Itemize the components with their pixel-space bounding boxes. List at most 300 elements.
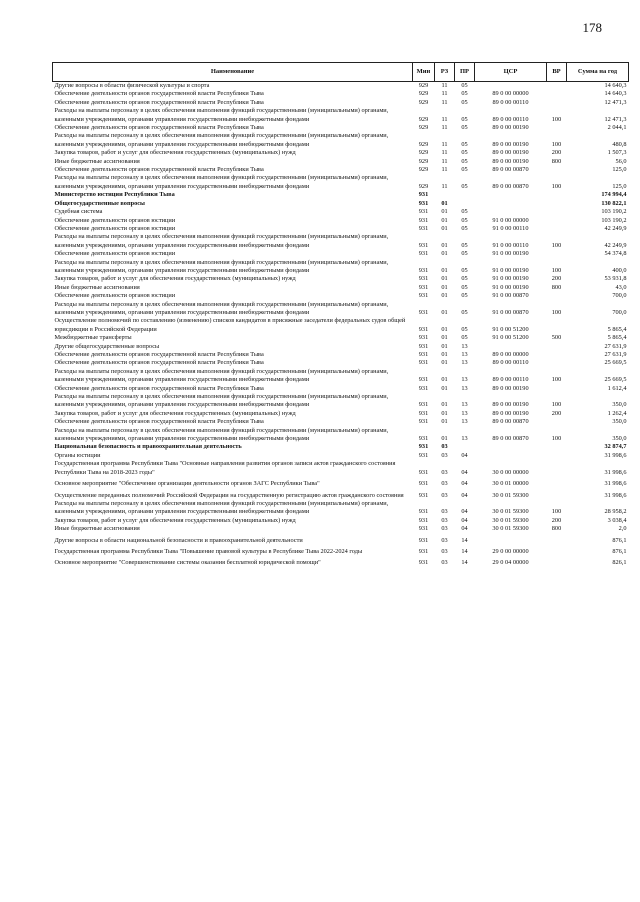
row-csr: 89 0 00 00110 xyxy=(492,98,529,106)
table-row xyxy=(53,359,629,367)
table-row xyxy=(53,284,629,292)
row-name: Расходы на выплаты персоналу в целях обеспечения выполнения функций государственными (муниципальными) органами, казенными учреждениями, органами управления государственными внебюджетными фондами xyxy=(54,499,389,516)
row-rz: 01 xyxy=(441,409,448,417)
table-row xyxy=(53,200,629,208)
row-sum: 43,0 xyxy=(615,283,627,291)
table-row xyxy=(53,166,629,174)
row-vr xyxy=(547,534,567,545)
header-csr: ЦСР xyxy=(475,63,547,82)
row-name: Обеспечение деятельности органов государственной власти Республики Тыва xyxy=(54,351,264,358)
table-row xyxy=(53,317,629,334)
row-min: 931 xyxy=(418,191,429,199)
row-name: Закупка товаров, работ и услуг для обеспечения государственных (муниципальных) нужд xyxy=(54,275,296,283)
row-name: Обеспечение деятельности органов государственной власти Республики Тыва xyxy=(54,166,264,174)
row-sum: 400,0 xyxy=(612,266,627,274)
row-name: Обеспечение деятельности органов государственной власти Республики Тыва xyxy=(54,418,264,426)
row-min: 929 xyxy=(418,115,429,123)
table-row xyxy=(53,500,629,517)
row-rz: 11 xyxy=(441,166,448,174)
row-rz: 01 xyxy=(441,334,448,342)
row-csr: 30 0 01 59300 xyxy=(492,491,529,499)
row-rz: 03 xyxy=(441,443,448,451)
row-rz: 01 xyxy=(441,208,448,216)
row-pr: 04 xyxy=(461,525,468,533)
row-pr: 13 xyxy=(461,351,468,358)
row-min: 931 xyxy=(418,241,429,249)
row-vr: 100 xyxy=(551,241,562,249)
row-rz: 03 xyxy=(441,525,448,533)
row-rz: 11 xyxy=(441,115,448,123)
row-csr xyxy=(475,208,547,216)
row-min: 931 xyxy=(418,480,429,488)
row-sum: 174 994,4 xyxy=(601,191,627,199)
row-name: Обеспечение деятельности органов юстиции xyxy=(54,216,176,224)
row-rz: 01 xyxy=(441,418,448,426)
row-min: 931 xyxy=(418,547,429,555)
row-pr: 05 xyxy=(461,149,468,157)
row-rz: 01 xyxy=(441,241,448,249)
row-rz: 03 xyxy=(441,451,448,459)
row-pr: 04 xyxy=(461,468,468,476)
row-min: 931 xyxy=(418,418,429,426)
row-csr: 29 0 00 00000 xyxy=(492,547,529,555)
row-name: Иные бюджетные ассигнования xyxy=(54,283,140,291)
table-row xyxy=(53,217,629,225)
row-pr: 05 xyxy=(461,224,468,232)
row-vr xyxy=(547,477,567,488)
row-rz: 11 xyxy=(441,98,448,106)
row-name: Межбюджетные трансферты xyxy=(54,334,132,342)
row-sum: 876,1 xyxy=(612,547,627,555)
row-rz: 01 xyxy=(441,359,448,367)
row-pr: 05 xyxy=(461,166,468,174)
row-csr: 29 0 04 00000 xyxy=(492,559,529,567)
row-min: 931 xyxy=(418,275,429,283)
row-pr: 04 xyxy=(461,480,468,488)
table-row xyxy=(53,525,629,533)
row-csr: 91 0 00 00190 xyxy=(492,250,529,258)
row-name: Органы юстиции xyxy=(54,451,101,459)
row-csr: 89 0 00 00190 xyxy=(492,157,529,165)
header-vr: ВР xyxy=(547,63,567,82)
table-row xyxy=(53,452,629,460)
row-sum: 1 262,4 xyxy=(607,409,627,417)
row-sum: 130 822,1 xyxy=(601,199,627,207)
table-row xyxy=(53,208,629,216)
row-pr: 13 xyxy=(461,376,468,384)
row-sum: 700,0 xyxy=(612,292,627,300)
row-vr xyxy=(547,292,567,300)
row-min: 929 xyxy=(418,182,429,190)
row-csr: 91 0 00 00870 xyxy=(492,292,529,300)
row-name: Общегосударственные вопросы xyxy=(54,199,145,207)
row-pr: 05 xyxy=(461,275,468,283)
row-sum: 25 669,5 xyxy=(604,376,627,384)
row-min: 931 xyxy=(418,384,429,392)
row-rz: 01 xyxy=(441,401,448,409)
row-csr: 89 0 00 00000 xyxy=(492,351,529,358)
row-pr: 05 xyxy=(461,140,468,148)
row-csr: 91 0 00 00190 xyxy=(492,266,529,274)
row-sum: 2 044,1 xyxy=(607,124,627,132)
row-vr: 200 xyxy=(551,516,562,524)
row-rz xyxy=(435,191,455,199)
row-csr: 91 0 00 00110 xyxy=(492,241,529,249)
row-sum: 14 640,3 xyxy=(604,82,627,89)
row-csr xyxy=(475,343,547,351)
row-vr: 100 xyxy=(551,508,562,516)
row-name: Обеспечение деятельности органов юстиции xyxy=(54,224,176,232)
budget-table xyxy=(52,62,629,568)
row-sum: 42 249,9 xyxy=(604,224,627,232)
row-vr xyxy=(547,99,567,107)
row-name: Государственная программа Республики Тыва "Повышение правовой культуры в Республике Тыва 2022-2024 годы xyxy=(54,547,363,555)
row-pr: 04 xyxy=(461,508,468,516)
row-min: 931 xyxy=(418,559,429,567)
row-min: 931 xyxy=(418,283,429,291)
row-csr: 89 0 00 00870 xyxy=(492,182,529,190)
row-name: Обеспечение деятельности органов государственной власти Республики Тыва xyxy=(54,359,264,367)
row-rz: 01 xyxy=(441,275,448,283)
table-row xyxy=(53,410,629,418)
row-vr xyxy=(547,124,567,132)
row-pr xyxy=(455,443,475,451)
row-sum: 42 249,9 xyxy=(604,241,627,249)
row-pr: 05 xyxy=(461,115,468,123)
row-min: 931 xyxy=(418,359,429,367)
row-pr xyxy=(455,191,475,199)
row-csr: 30 0 01 59300 xyxy=(492,508,529,516)
row-vr xyxy=(547,460,567,477)
table-row xyxy=(53,301,629,318)
row-vr: 200 xyxy=(551,275,562,283)
table-row xyxy=(53,517,629,525)
row-min: 931 xyxy=(418,468,429,476)
row-pr: 05 xyxy=(461,250,468,258)
row-pr: 05 xyxy=(461,124,468,132)
table-row xyxy=(53,259,629,276)
row-min: 931 xyxy=(418,351,429,358)
row-vr xyxy=(547,452,567,460)
page-number: 178 xyxy=(582,20,602,35)
row-vr xyxy=(547,225,567,233)
row-name: Министерство юстиции Республики Тыва xyxy=(54,191,175,199)
row-rz: 11 xyxy=(441,90,448,98)
row-rz: 01 xyxy=(441,308,448,316)
row-min: 931 xyxy=(418,208,429,216)
row-vr xyxy=(547,556,567,567)
row-name: Расходы на выплаты персоналу в целях обеспечения выполнения функций государственными (муниципальными) органами, казенными учреждениями, органами управления государственными внебюджетными фондами xyxy=(54,174,389,190)
row-name: Расходы на выплаты персоналу в целях обеспечения выполнения функций государственными (муниципальными) органами, казенными учреждениями, органами управления государственными внебюджетными фондами xyxy=(54,233,389,249)
row-pr: 14 xyxy=(461,536,468,544)
row-rz: 03 xyxy=(441,516,448,524)
row-vr xyxy=(547,82,567,91)
row-vr: 100 xyxy=(551,376,562,384)
row-rz: 03 xyxy=(441,536,448,544)
row-csr xyxy=(475,191,547,199)
row-csr: 91 0 00 00870 xyxy=(492,308,529,316)
row-sum: 25 669,5 xyxy=(604,359,627,367)
row-vr xyxy=(547,351,567,359)
row-min: 931 xyxy=(418,435,429,443)
row-rz: 03 xyxy=(441,480,448,488)
row-min: 929 xyxy=(418,140,429,148)
row-csr: 89 0 00 00110 xyxy=(492,115,529,123)
row-name: Расходы на выплаты персоналу в целях обеспечения выполнения функций государственными (муниципальными) органами, казенными учреждениями, органами управления государственными внебюджетными фондами xyxy=(54,132,389,148)
row-csr: 89 0 00 00190 xyxy=(492,401,529,409)
row-rz: 11 xyxy=(441,157,448,165)
row-pr: 05 xyxy=(461,283,468,291)
row-sum: 54 374,8 xyxy=(604,250,627,258)
row-pr xyxy=(455,200,475,208)
row-vr xyxy=(547,443,567,451)
row-rz: 01 xyxy=(441,351,448,358)
row-name: Закупка товаров, работ и услуг для обеспечения государственных (муниципальных) нужд xyxy=(54,149,296,157)
row-sum: 103 190,2 xyxy=(601,216,627,224)
row-csr: 91 0 00 00110 xyxy=(492,224,529,232)
header-name: Наименование xyxy=(53,63,413,82)
row-pr: 05 xyxy=(461,266,468,274)
header-pr: ПР xyxy=(455,63,475,82)
table-row xyxy=(53,158,629,166)
row-rz: 11 xyxy=(441,182,448,190)
row-min: 931 xyxy=(418,292,429,300)
table-row xyxy=(53,334,629,342)
row-pr: 13 xyxy=(461,435,468,443)
row-csr: 89 0 00 00110 xyxy=(492,359,529,367)
row-rz: 03 xyxy=(441,491,448,499)
row-rz: 01 xyxy=(441,266,448,274)
row-rz: 03 xyxy=(441,468,448,476)
row-rz: 01 xyxy=(441,292,448,300)
row-csr: 30 0 01 00000 xyxy=(492,480,529,488)
row-csr: 89 0 00 00870 xyxy=(492,435,529,443)
row-csr: 89 0 00 00190 xyxy=(492,149,529,157)
table-row xyxy=(53,351,629,359)
row-min: 931 xyxy=(418,508,429,516)
row-csr xyxy=(475,534,547,545)
row-csr: 89 0 00 00190 xyxy=(492,409,529,417)
row-min: 929 xyxy=(418,98,429,106)
row-sum: 14 640,3 xyxy=(604,90,627,98)
row-sum: 27 631,9 xyxy=(604,351,627,358)
row-pr: 05 xyxy=(461,98,468,106)
row-name: Обеспечение деятельности органов государственной власти Республики Тыва xyxy=(54,384,264,392)
row-name: Судебная система xyxy=(54,208,103,216)
table-row xyxy=(53,545,629,556)
row-vr xyxy=(547,385,567,393)
row-min: 931 xyxy=(418,308,429,316)
row-name: Расходы на выплаты персоналу в целях обеспечения выполнения функций государственными (муниципальными) органами, казенными учреждениями, органами управления государственными внебюджетными фондами xyxy=(54,107,389,123)
header-sum: Сумма на год xyxy=(567,63,629,82)
row-pr: 05 xyxy=(461,308,468,316)
row-vr: 100 xyxy=(551,140,562,148)
row-min: 929 xyxy=(418,157,429,165)
row-name: Обеспечение деятельности органов юстиции xyxy=(54,292,176,300)
row-pr: 05 xyxy=(461,216,468,224)
row-pr: 05 xyxy=(461,292,468,300)
row-vr: 100 xyxy=(551,115,562,123)
row-csr: 89 0 00 00870 xyxy=(492,418,529,426)
row-sum: 350,0 xyxy=(612,435,627,443)
row-min: 931 xyxy=(418,376,429,384)
table-row xyxy=(53,427,629,444)
row-min: 931 xyxy=(418,536,429,544)
table-row xyxy=(53,233,629,250)
row-name: Расходы на выплаты персоналу в целях обеспечения выполнения функций государственными (муниципальными) органами, казенными учреждениями, органами управления государственными внебюджетными фондами xyxy=(54,393,389,409)
row-rz: 11 xyxy=(441,124,448,132)
row-csr: 30 0 01 59300 xyxy=(492,516,529,524)
row-rz: 01 xyxy=(441,435,448,443)
row-vr xyxy=(547,208,567,216)
row-csr xyxy=(475,200,547,208)
row-name: Обеспечение деятельности органов юстиции xyxy=(54,250,176,258)
table-row xyxy=(53,225,629,233)
row-pr: 05 xyxy=(461,208,468,216)
row-name: Обеспечение деятельности органов государственной власти Республики Тыва xyxy=(54,124,264,132)
row-vr: 800 xyxy=(551,283,562,291)
table-row xyxy=(53,250,629,258)
row-sum: 28 958,2 xyxy=(604,508,627,516)
row-csr: 91 0 00 51200 xyxy=(492,334,529,342)
row-sum: 12 471,3 xyxy=(604,115,627,123)
row-min: 929 xyxy=(418,149,429,157)
row-min: 931 xyxy=(418,409,429,417)
row-min: 929 xyxy=(418,124,429,132)
table-row xyxy=(53,90,629,98)
row-min: 931 xyxy=(418,342,429,350)
row-sum: 876,1 xyxy=(612,536,627,544)
row-vr: 100 xyxy=(551,182,562,190)
row-vr xyxy=(547,359,567,367)
row-min: 931 xyxy=(418,216,429,224)
row-sum: 700,0 xyxy=(612,308,627,316)
row-min: 929 xyxy=(418,82,429,89)
row-csr: 91 0 00 00190 xyxy=(492,283,529,291)
row-name: Другие вопросы в области физической культуры и спорта xyxy=(54,82,210,89)
row-vr xyxy=(547,545,567,556)
row-csr: 91 0 00 00000 xyxy=(492,216,529,224)
row-vr xyxy=(547,90,567,98)
row-name: Основное мероприятие "Обеспечение организации деятельности органов ЗАГС Республики Тыва" xyxy=(54,480,320,488)
row-rz: 01 xyxy=(441,199,448,207)
row-rz: 01 xyxy=(441,342,448,350)
row-rz: 01 xyxy=(441,216,448,224)
table-row xyxy=(53,393,629,410)
row-sum: 12 471,3 xyxy=(604,98,627,106)
row-vr xyxy=(547,200,567,208)
row-min: 931 xyxy=(418,224,429,232)
row-min: 931 xyxy=(418,516,429,524)
row-name: Другие общегосударственные вопросы xyxy=(54,342,160,350)
row-name: Осуществление полномочий по составлению (изменению) списков кандидатов в присяжные заседатели федеральных судов общей юрисдикции в Российской Федерации xyxy=(54,317,406,333)
table-row xyxy=(53,124,629,132)
table-row xyxy=(53,132,629,149)
row-min: 931 xyxy=(418,266,429,274)
row-rz: 01 xyxy=(441,250,448,258)
row-min: 929 xyxy=(418,166,429,174)
row-csr: 89 0 00 00190 xyxy=(492,140,529,148)
row-name: Иные бюджетные ассигнования xyxy=(54,157,140,165)
table-row xyxy=(53,343,629,351)
row-pr: 13 xyxy=(461,401,468,409)
row-rz: 01 xyxy=(441,224,448,232)
row-sum: 32 874,7 xyxy=(604,443,627,451)
row-min: 931 xyxy=(418,334,429,342)
table-row xyxy=(53,385,629,393)
row-vr: 100 xyxy=(551,266,562,274)
row-sum: 1 507,3 xyxy=(607,149,627,157)
row-pr: 13 xyxy=(461,409,468,417)
row-vr xyxy=(547,166,567,174)
row-pr: 05 xyxy=(461,182,468,190)
row-rz: 01 xyxy=(441,376,448,384)
table-row xyxy=(53,418,629,426)
row-rz: 01 xyxy=(441,283,448,291)
row-vr xyxy=(547,250,567,258)
row-pr: 04 xyxy=(461,451,468,459)
row-name: Расходы на выплаты персоналу в целях обеспечения выполнения функций государственными (муниципальными) органами, казенными учреждениями, органами управления государственными внебюджетными фондами xyxy=(54,300,389,316)
header-rz: РЗ xyxy=(435,63,455,82)
row-rz: 11 xyxy=(441,149,448,157)
row-sum: 56,0 xyxy=(615,157,627,165)
row-min: 931 xyxy=(418,199,429,207)
row-vr: 500 xyxy=(551,334,562,342)
row-pr: 05 xyxy=(461,157,468,165)
row-vr: 200 xyxy=(551,409,562,417)
row-name: Расходы на выплаты персоналу в целях обеспечения выполнения функций государственными (муниципальными) органами, казенными учреждениями, органами управления государственными внебюджетными фондами xyxy=(54,426,389,443)
row-min: 931 xyxy=(418,525,429,533)
row-sum: 31 998,6 xyxy=(604,480,627,488)
row-name: Другие вопросы в области национальной безопасности и правоохранительной деятельности xyxy=(54,536,303,544)
table-row xyxy=(53,82,629,91)
row-vr: 800 xyxy=(551,525,562,533)
row-pr: 14 xyxy=(461,547,468,555)
table-row xyxy=(53,191,629,199)
row-rz: 11 xyxy=(441,82,448,89)
row-vr: 200 xyxy=(551,149,562,157)
row-vr xyxy=(547,217,567,225)
row-min: 931 xyxy=(418,325,429,333)
table-row xyxy=(53,534,629,545)
table-row xyxy=(53,99,629,107)
row-min: 929 xyxy=(418,90,429,98)
row-vr xyxy=(547,317,567,334)
row-csr: 89 0 00 00870 xyxy=(492,166,529,174)
row-pr: 13 xyxy=(461,359,468,367)
row-pr: 05 xyxy=(461,325,468,333)
table-row xyxy=(53,556,629,567)
row-sum: 5 865,4 xyxy=(607,325,627,333)
row-vr xyxy=(547,191,567,199)
row-sum: 27 631,9 xyxy=(604,342,627,350)
row-vr: 800 xyxy=(551,157,562,165)
row-pr: 13 xyxy=(461,384,468,392)
row-rz: 01 xyxy=(441,325,448,333)
row-pr: 05 xyxy=(461,82,468,89)
row-csr: 91 0 00 51200 xyxy=(492,325,529,333)
row-pr: 04 xyxy=(461,491,468,499)
row-sum: 31 998,6 xyxy=(604,451,627,459)
row-name: Расходы на выплаты персоналу в целях обеспечения выполнения функций государственными (муниципальными) органами, казенными учреждениями, органами управления государственными внебюджетными фондами xyxy=(54,258,389,274)
table-row xyxy=(53,149,629,157)
row-rz: 01 xyxy=(441,384,448,392)
row-sum: 480,8 xyxy=(612,140,627,148)
table-row xyxy=(53,107,629,124)
row-sum: 103 190,2 xyxy=(601,208,627,216)
row-vr: 100 xyxy=(551,401,562,409)
row-sum: 3 038,4 xyxy=(607,516,627,524)
